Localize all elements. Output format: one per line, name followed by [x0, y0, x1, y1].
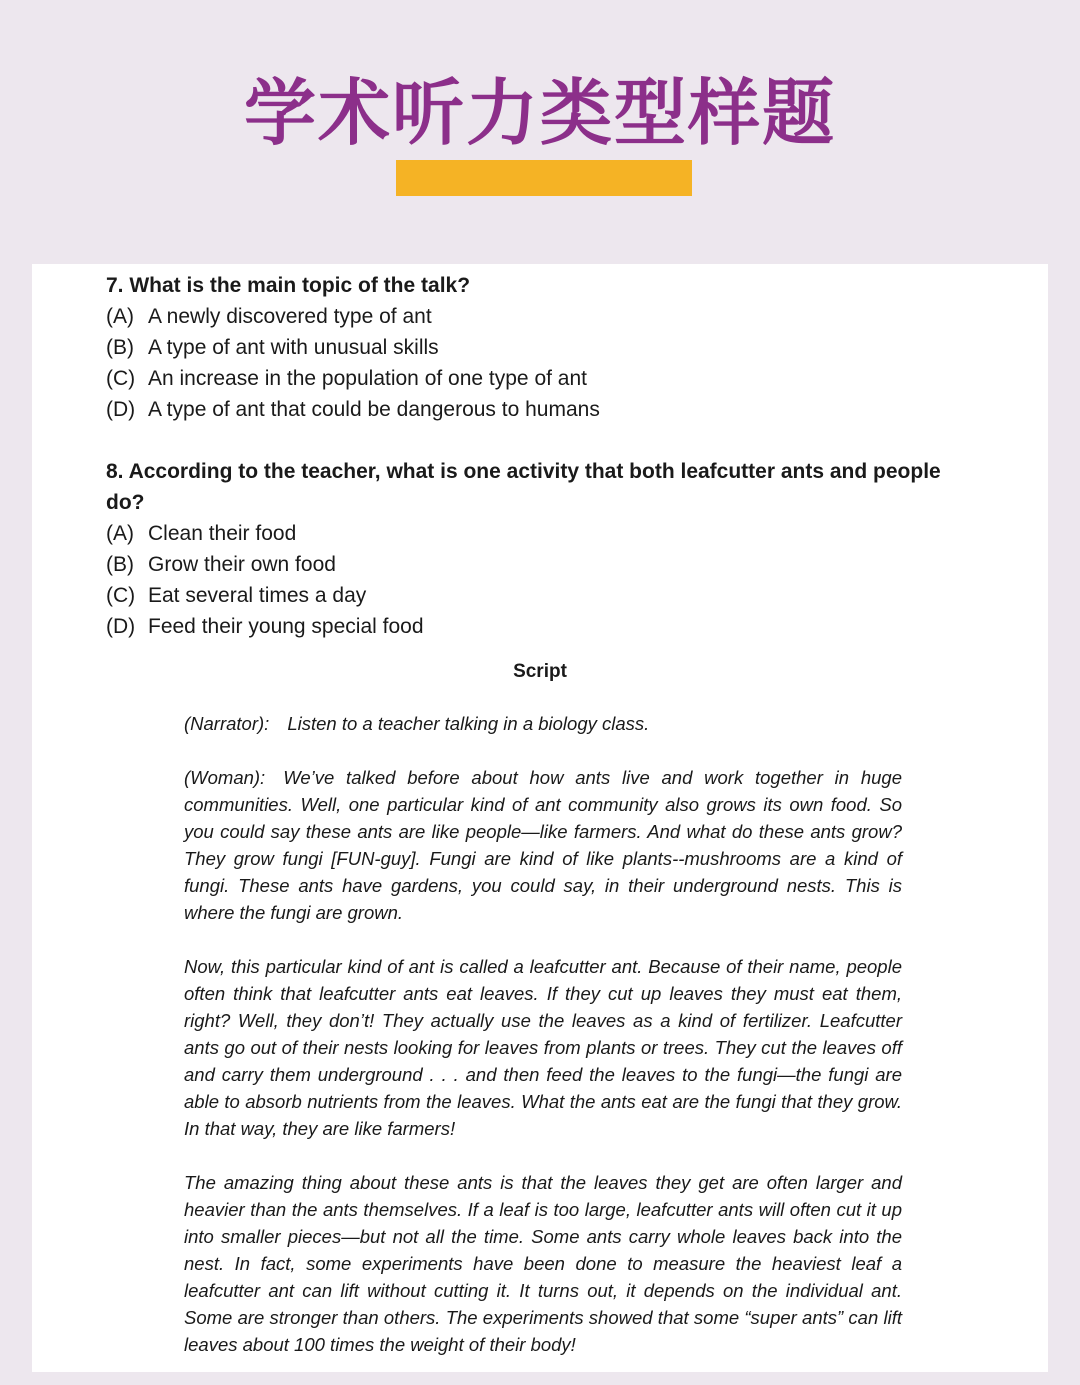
- option-text: Feed their young special food: [148, 615, 424, 638]
- option-letter: (A): [106, 305, 134, 328]
- speaker-text: Listen to a teacher talking in a biology class.: [287, 713, 650, 734]
- speaker-text: We’ve talked before about how ants live and work together in huge communities. Well, one particular kind of ant community also grows its own food. So you could say these ants are like people—like farmers. And what do these ants grow? They grow fungi [FUN-guy]. Fungi are kind of like plants--mushrooms are a kind of fungi. These ants have gardens, you could say, in their underground nests. This is where the fungi are grown.: [184, 767, 902, 923]
- answer-option: [106, 394, 966, 425]
- option-letter: (B): [106, 336, 134, 359]
- answer-option: [106, 580, 966, 611]
- question-8: [106, 456, 966, 642]
- option-letter: (B): [106, 553, 134, 576]
- option-text: A type of ant with unusual skills: [148, 336, 439, 359]
- option-text: An increase in the population of one type of ant: [148, 367, 587, 390]
- question-sheet: [32, 264, 1048, 1372]
- answer-option: [106, 518, 966, 549]
- answer-option: [106, 332, 966, 363]
- script-body: [184, 710, 902, 1385]
- script-narrator-line: [184, 710, 902, 737]
- script-woman-line: [184, 764, 902, 926]
- speaker-label: (Narrator):: [184, 713, 270, 734]
- option-text: Clean their food: [148, 522, 297, 545]
- option-letter: (A): [106, 522, 134, 545]
- answer-option: [106, 611, 966, 642]
- speaker-label: (Woman):: [184, 767, 266, 788]
- option-text: A newly discovered type of ant: [148, 305, 432, 328]
- question-7: [106, 270, 966, 425]
- script-paragraph: The amazing thing about these ants is that the leaves they get are often larger and heavier than the ants themselves. If a leaf is too large, leafcutter ants will often cut it up into smaller pieces—but not all the time. Some ants carry whole leaves back into the nest. In fact, some experiments have been done to measure the heaviest leaf a leafcutter ant can lift without cutting it. It turns out, it depends on the individual ant. Some are stronger than others. The experiments showed that some “super ants” can lift leaves about 100 times the weight of their body!: [184, 1172, 902, 1355]
- option-letter: (D): [106, 398, 136, 421]
- question-stem: 8. According to the teacher, what is one activity that both leafcutter ants and people do?: [106, 460, 941, 514]
- option-letter: (D): [106, 615, 136, 638]
- option-letter: (C): [106, 584, 136, 607]
- option-text: Grow their own food: [148, 553, 336, 576]
- answer-option: [106, 549, 966, 580]
- option-text: A type of ant that could be dangerous to humans: [148, 398, 600, 421]
- title-underline-bar: [396, 160, 692, 196]
- answer-option: [106, 301, 966, 332]
- script-heading: Script: [513, 661, 567, 682]
- option-letter: (C): [106, 367, 136, 390]
- page-title: 学术听力类型样题: [243, 71, 836, 155]
- script-paragraph: Now, this particular kind of ant is called a leafcutter ant. Because of their name, people often think that leafcutter ants eat leaves. If they cut up leaves they must eat them, right? Well, they don’t! They actually use the leaves as a kind of fertilizer. Leafcutter ants go out of their nests looking for leaves from plants or trees. They cut the leaves off and carry them underground . . . and then feed the leaves to the fungi—the fungi are able to absorb nutrients from the leaves. What the ants eat are the fungi that they grow. In that way, they are like farmers!: [184, 956, 902, 1139]
- answer-option: [106, 363, 966, 394]
- option-text: Eat several times a day: [148, 584, 367, 607]
- question-stem: 7. What is the main topic of the talk?: [106, 274, 471, 297]
